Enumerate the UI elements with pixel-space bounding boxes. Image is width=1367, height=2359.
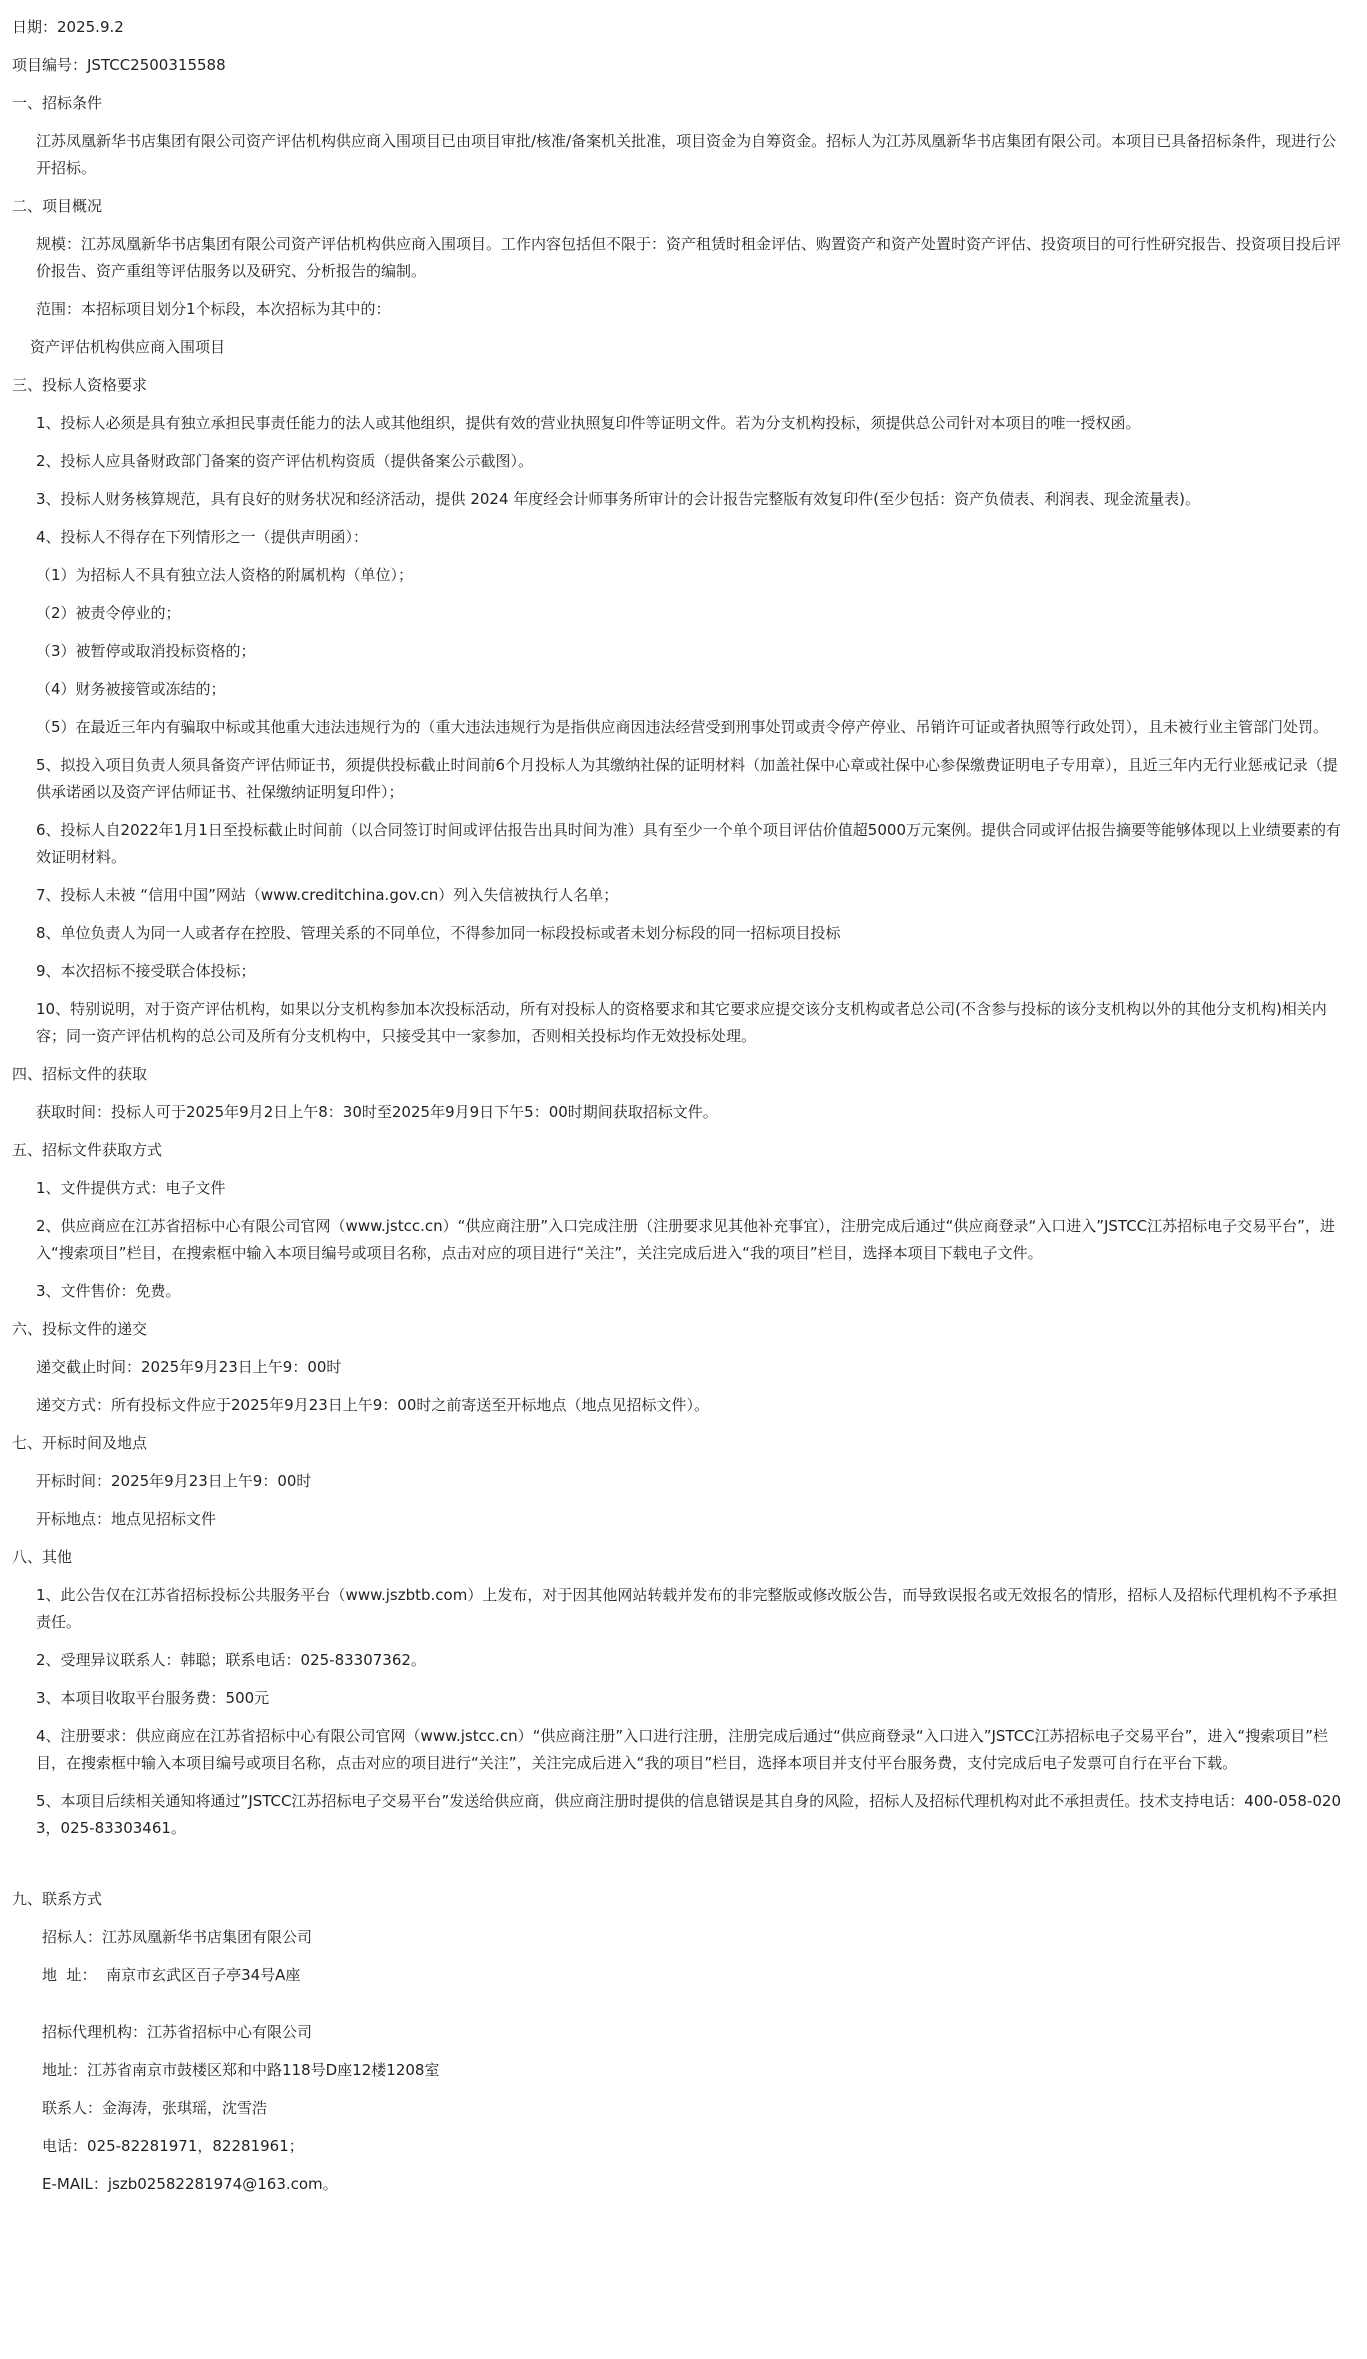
overview-scope: 范围：本招标项目划分1个标段，本次招标为其中的： — [36, 300, 391, 318]
qualification-item: 10、特别说明，对于资产评估机构，如果以分支机构参加本次投标活动，所有对投标人的资格要求和其它要求应提交该分支机构或者总公司(不含参与投标的该分支机构以外的其他分支机构)相关内容；同一资产评估机构的总公司及所有分支机构中，只接受其中一家参加，否则相关投标均作无效投标处理。 — [36, 1000, 1327, 1045]
project-number: 项目编号：JSTCC2500315588 — [12, 56, 226, 74]
qualification-item: 4、投标人不得存在下列情形之一（提供声明函）： — [36, 528, 369, 546]
qualification-item: 7、投标人未被 “信用中国”网站（www.creditchina.gov.cn）列入失信被执行人名单； — [36, 886, 619, 904]
obtain-time: 获取时间：投标人可于2025年9月2日上午8：30时至2025年9月9日下午5：00时期间获取招标文件。 — [36, 1103, 718, 1121]
contact-email: E-MAIL：jszb02582281974@163.com。 — [42, 2175, 338, 2193]
qualification-item: 3、投标人财务核算规范，具有良好的财务状况和经济活动，提供 2024 年度经会计师事务所审计的会计报告完整版有效复印件(至少包括：资产负债表、利润表、现金流量表)。 — [36, 490, 1200, 508]
obtain-method-item: 3、文件售价：免费。 — [36, 1282, 181, 1300]
section-title-qualifications: 三、投标人资格要求 — [12, 376, 148, 394]
other-item: 5、本项目后续相关通知将通过”JSTCC江苏招标电子交易平台”发送给供应商，供应商注册时提供的信息错误是其自身的风险，招标人及招标代理机构对此不承担责任。技术支持电话：400-058-0203，025-83303461。 — [36, 1792, 1341, 1837]
overview-scale: 规模：江苏凤凰新华书店集团有限公司资产评估机构供应商入围项目。工作内容包括但不限于：资产租赁时租金评估、购置资产和资产处置时资产评估、投资项目的可行性研究报告、投资项目投后评价报告、资产重组等评估服务以及研究、分析报告的编制。 — [36, 235, 1342, 280]
section-title-obtain-method: 五、招标文件获取方式 — [12, 1141, 163, 1159]
section-title-conditions: 一、招标条件 — [12, 94, 103, 112]
qualification-subitem: （2）被责令停业的； — [36, 604, 181, 622]
other-item: 2、受理异议联系人：韩聪；联系电话：025-83307362。 — [36, 1651, 426, 1669]
section-title-opening: 七、开标时间及地点 — [12, 1434, 148, 1452]
overview-lot: 资产评估机构供应商入围项目 — [30, 338, 226, 356]
qualification-subitem: （5）在最近三年内有骗取中标或其他重大违法违规行为的（重大违法违规行为是指供应商因违法经营受到刑事处罚或责令停产停业、吊销许可证或者执照等行政处罚），且未被行业主管部门处罚。 — [36, 718, 1329, 736]
other-item: 4、注册要求：供应商应在江苏省招标中心有限公司官网（www.jstcc.cn）“供应商注册”入口进行注册，注册完成后通过“供应商登录“入口进入”JSTCC江苏招标电子交易平台”，进入“搜索项目”栏目，在搜索框中输入本项目编号或项目名称，点击对应的项目进行“关注”，关注完成后进入“我的项目”栏目，选择本项目并支付平台服务费，支付完成后电子发票可自行在平台下载。 — [36, 1727, 1328, 1772]
qualification-subitem: （1）为招标人不具有独立法人资格的附属机构（单位）； — [36, 566, 414, 584]
obtain-method-item: 1、文件提供方式：电子文件 — [36, 1179, 226, 1197]
section-title-contact: 九、联系方式 — [12, 1890, 103, 1908]
contact-persons: 联系人：金海涛，张琪瑶，沈雪浩 — [42, 2099, 268, 2117]
contact-address: 地 址： 南京市玄武区百子亭34号A座 — [42, 1966, 301, 1984]
other-item: 3、本项目收取平台服务费：500元 — [36, 1689, 270, 1707]
section-title-other: 八、其他 — [12, 1548, 73, 1566]
qualification-item: 1、投标人必须是具有独立承担民事责任能力的法人或其他组织，提供有效的营业执照复印件等证明文件。若为分支机构投标，须提供总公司针对本项目的唯一授权函。 — [36, 414, 1141, 432]
contact-phone: 电话：025-82281971，82281961； — [42, 2137, 304, 2155]
contact-agency-address: 地址：江苏省南京市鼓楼区郑和中路118号D座12楼1208室 — [42, 2061, 440, 2079]
qualification-subitem: （4）财务被接管或冻结的； — [36, 680, 226, 698]
other-item: 1、此公告仅在江苏省招标投标公共服务平台（www.jszbtb.com）上发布，对于因其他网站转载并发布的非完整版或修改版公告，而导致误报名或无效报名的情形，招标人及招标代理机构不予承担责任。 — [36, 1586, 1338, 1631]
qualification-item: 2、投标人应具备财政部门备案的资产评估机构资质（提供备案公示截图）。 — [36, 452, 534, 470]
qualification-subitem: （3）被暂停或取消投标资格的； — [36, 642, 256, 660]
qualification-item: 9、本次招标不接受联合体投标； — [36, 962, 256, 980]
opening-location: 开标地点：地点见招标文件 — [36, 1510, 217, 1528]
contact-agency: 招标代理机构：江苏省招标中心有限公司 — [42, 2023, 313, 2041]
section-title-obtain-docs: 四、招标文件的获取 — [12, 1065, 148, 1083]
section-title-submission: 六、投标文件的递交 — [12, 1320, 148, 1338]
contact-tenderer: 招标人：江苏凤凰新华书店集团有限公司 — [42, 1928, 313, 1946]
conditions-paragraph: 江苏凤凰新华书店集团有限公司资产评估机构供应商入围项目已由项目审批/核准/备案机关批准，项目资金为自筹资金。招标人为江苏凤凰新华书店集团有限公司。本项目已具备招标条件，现进行公开招标。 — [36, 132, 1337, 177]
tender-announcement — [12, 14, 1350, 2209]
qualification-item: 6、投标人自2022年1月1日至投标截止时间前（以合同签订时间或评估报告出具时间为准）具有至少一个单个项目评估价值超5000万元案例。提供合同或评估报告摘要等能够体现以上业绩要素的有效证明材料。 — [36, 821, 1341, 866]
obtain-method-item: 2、供应商应在江苏省招标中心有限公司官网（www.jstcc.cn）“供应商注册”入口完成注册（注册要求见其他补充事宜），注册完成后通过“供应商登录“入口进入”JSTCC江苏招标电子交易平台”，进入“搜索项目”栏目，在搜索框中输入本项目编号或项目名称，点击对应的项目进行“关注”，关注完成后进入“我的项目”栏目，选择本项目下载电子文件。 — [36, 1217, 1335, 1262]
announcement-date: 日期：2025.9.2 — [12, 18, 124, 36]
submission-method: 递交方式：所有投标文件应于2025年9月23日上午9：00时之前寄送至开标地点（地点见招标文件）。 — [36, 1396, 709, 1414]
section-title-overview: 二、项目概况 — [12, 197, 103, 215]
opening-time: 开标时间：2025年9月23日上午9：00时 — [36, 1472, 312, 1490]
qualification-item: 5、拟投入项目负责人须具备资产评估师证书，须提供投标截止时间前6个月投标人为其缴纳社保的证明材料（加盖社保中心章或社保中心参保缴费证明电子专用章），且近三年内无行业惩戒记录（提供承诺函以及资产评估师证书、社保缴纳证明复印件）； — [36, 756, 1338, 801]
submission-deadline: 递交截止时间：2025年9月23日上午9：00时 — [36, 1358, 342, 1376]
qualification-item: 8、单位负责人为同一人或者存在控股、管理关系的不同单位，不得参加同一标段投标或者未划分标段的同一招标项目投标 — [36, 924, 841, 942]
